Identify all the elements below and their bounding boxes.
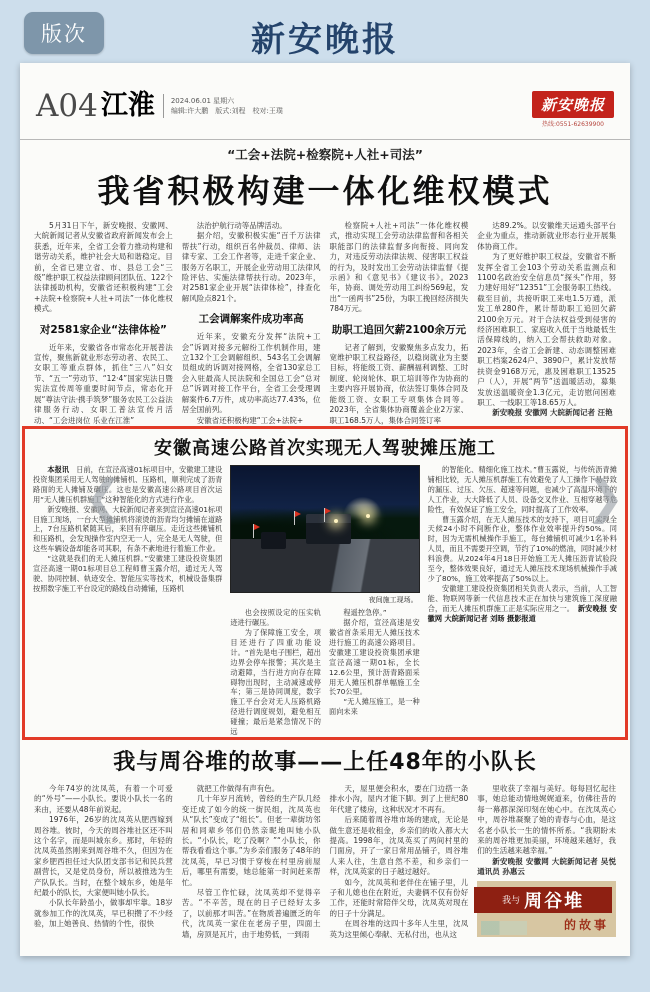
article-headline: 安徽高速公路首次实现无人驾驶摊压施工 (154, 438, 496, 459)
article-column (182, 784, 321, 948)
paragraph: 也会按照设定的压实轨迹进行碾压。 (230, 608, 321, 628)
paragraph: 后来随着周谷堆市场的建成，无论是做生意还是收租金，乡亲们的收入都大大提高。1998年，沈凤英买了两间村里的门面房，开了一家日常用品铺子，周谷堆人来人往，生意自然不差，和乡亲们一样，沈凤英家的日子越过越好。 (329, 815, 469, 877)
article-column (330, 221, 469, 439)
masthead-meta (163, 94, 283, 118)
story-series-stamp (477, 881, 616, 937)
night-construction-photo (230, 465, 419, 593)
paragraph: 在周谷堆的这四十多年人生里，沈凤英为这里倾心奉献、无私付出，也从这 (329, 919, 469, 939)
page-number: A04 (36, 88, 98, 124)
paper-logo-text: 新安晚报 (532, 91, 614, 118)
paragraph: “无人摊压施工，是一种面向未来 (329, 697, 420, 717)
paragraph: 安徽建工建设投资集团相关负责人表示，当前，人工智能、物联网等新一代信息技术正在加快与建筑施工深度融合，而无人摊压机群施工正是实际应用之一。 新安晚报 安徽网 大皖新闻记者 刘旸 摄影报道 (427, 583, 617, 623)
paragraph: 尽管工作忙碌，沈凤英却不觉得辛苦。“不辛苦，现在的日子已经好太多了，以前那才叫苦。”在物质普遍匮乏的年代，沈凤英一家住在老房子里，四面土墙，房顶是瓦片，由于地势低，一到雨 (181, 888, 321, 939)
paragraph: 达89.2%。以安徽维天运通头部平台企业为重点，推动新就业形态行业开展集体协商工作。 (477, 221, 616, 251)
edition-date: 2024.06.01 星期六 (170, 97, 235, 105)
sub-headline: 助职工追回欠薪2100余万元 (331, 323, 466, 336)
paver-machine (306, 514, 351, 544)
stamp-text-sub: 的故事 (563, 917, 609, 932)
paragraph: 本报讯 日前，在宣泾高速01标项目中，安徽建工建设投资集团采用无人驾驶的摊铺机、压路机，顺利完成了沥青路面的无人摊铺及碾压。这也是安徽高速公路项目首次运用“无人摊压机群施工”这种智能化的方式进行作业。 (33, 465, 223, 504)
paragraph: 5月31日下午，新安晚报、安徽网、大皖新闻记者从安徽省政府新闻发布会上获悉，近年来，全省工会着力推动构建和谐劳动关系，维护社会大局和谐稳定。目前，全省已建立省、市、县总工会“三级”维护职工权益法律顾问团队伍、122个法律援助机构，安徽省还积极构建“工会+法院+检察院+人社+司法”一体化维权模式。 (34, 221, 173, 314)
edition-credits: 编辑:许大鹏 版式:刘程 校对:王璞 (170, 107, 283, 115)
article-column (330, 784, 469, 948)
paragraph: 近年来，安徽省各市常态化开展普法宣传，聚焦新就业形态劳动者、农民工、女职工等重点群体，抓住“三八”妇女节、“五一”劳动节、“12·4”国家宪法日暨宪法宣传周等重要时间节点，常态化开展“尊法守法·携手筑梦”服务农民工公益法律服务行动、女职工普法宣传月活动、“工会进岗位 乐业在江淮” (34, 342, 173, 425)
stamp-text-small: 我与 (502, 896, 521, 907)
stamp-banner (474, 887, 612, 913)
paragraph: 程遥控急停。” (343, 608, 387, 618)
sub-headline: 工会调解案件成功率高 (198, 313, 304, 326)
article-headline: 我省积极构建一体化维权模式 (97, 172, 553, 210)
paragraph: 记者了解到，安徽聚焦多点发力，拓宽维护职工权益路径，以稳岗就业为主要目标，将能级工资、薪酬福利调整、工时制度、轮岗轮休、职工培训等作为协商的主要内容开展协商，依法签订集体合同及能级工资、女职工专项集体合同等。2023年，全省集体协商覆盖企业2万家、职工168.5万人，集体合同签订率 (329, 342, 469, 425)
prev-page-icon[interactable]: ❮ (84, 470, 123, 524)
paper-logo (532, 91, 614, 128)
paragraph: 如今，沈凤英和老伴住在铺子里，儿子和儿媳也住在附近，夫妻俩不仅有份好工作，还能时常陪伴父母，沈凤英对现在的日子十分满足。 (329, 877, 469, 918)
paragraph: 新安晚报、安徽网、大皖新闻记者来到宣泾高速01标项目施工现场，一台大型摊铺机将滚烫的沥青均匀摊铺在道路上，7台压路机紧随其后，来回有序碾压。走近这些摊铺机和压路机，会发现操作室内空无一人，完全是无人驾驶，但这些车辆设备却能各司其职，有条不紊地进行着施工作业。 (33, 504, 223, 554)
byline: 新安晚报 安徽网 大皖新闻记者 汪艳 (492, 408, 613, 418)
red-flag (254, 524, 260, 530)
paragraph: 近年来，安徽充分发挥“法院+工会”诉调对接多元解纷工作机制作用，建立132个工会调解组织、543名工会调解员组成的诉调对接网格，全省130家总工会入驻最高人民法院和全国总工会“总对总”诉调对接工作平台，全省工会受理调解案件6.7万件，成功率高达77.43%，位居全国前列。 (181, 332, 321, 415)
paragraph: 今年74岁的沈凤英，有着一个可爱的“外号”——小队长。要说小队长一名的来由，还要从48年前说起。 (34, 784, 173, 814)
masthead (36, 89, 614, 135)
stamp-text-large: 周谷堆 (524, 890, 585, 912)
red-flag (295, 511, 301, 517)
paragraph: 法治护航行动等品牌活动。 (196, 221, 287, 230)
article-headline: 我与周谷堆的故事——上任48年的小队长 (113, 750, 537, 775)
article-column (329, 608, 420, 737)
article-union-rights (34, 145, 616, 439)
article-column (34, 221, 173, 439)
paper-hotline: 热线:0551-62639900 (542, 121, 604, 128)
section-name: 江淮 (100, 90, 155, 121)
byline: 新安晚报 安徽网 大皖新闻记者 吴悦 通讯员 孙惠云 (477, 856, 616, 877)
paragraph: 里收获了幸福与美好。每每回忆起往事，她总能动情地娓娓道来，仿佛往昔的每一幕都深深印刻在她心中。在沈凤英心中，周谷堆凝聚了她的青春与心血，是这名老小队长一生的情怀所系。“我期盼未来的周谷堆更加美丽，环境越来越好，我们的生活越来越幸福。” (477, 784, 616, 856)
red-flag (325, 508, 331, 514)
article-column (33, 465, 222, 737)
article-column (477, 221, 616, 439)
paragraph: 几十年岁月流转，曾经的生产队几经变迁成了如今的统一街民组，沈凤英也从“队长”变成了“组长”。但老一辈街坊邻居和同辈乡邻们仍然亲昵地叫她小队长。“小队长，吃了没啊？”“小队长，你帮我看看这个事。”为乡亲们服务了48年的沈凤英，早已习惯于穿梭在村里房前屋后，哪里有需要，她总能第一时间赶来帮忙。 (181, 794, 321, 887)
asphalt-road (231, 539, 418, 592)
paragraph: 就把工作做得有声有色。 (196, 784, 280, 793)
paragraph: 安徽省还积极构建“工会+法院+ (196, 415, 304, 425)
paragraph: 为了更好维护职工权益，安徽省不断发挥全省工会103个劳动关系监测点和1100名政治安全信息员“探头”作用，努力建好用好“12351”工会服务职工热线。截至目前，共接听职工来电1.5万通，派发工单280件，累计帮助职工追回欠薪2100余万元。对于合法权益受到侵害的经济困难职工、家庭收入低于当地最低生活保障线的，纳入工会帮扶救助对象。2023年，全省工会新建、动态调整困难职工档案2624户、3890户，累计发放帮扶资金9168万元，惠及困难职工13525户（人），开展“两节”送温暖活动，募集发放送温暖资金1.3亿元，走访慰问困难职工、一线职工等18.65万人。 (477, 252, 616, 407)
article-column (34, 784, 173, 948)
paragraph: 的智能化、精细化施工技术。”曹玉露说，与传统沥青摊铺相比较，无人摊压机群施工有效避免了人工操作下易导致的漏压、过压、欠压、超速等问题，也减少了高温环境下的人工作业，大大降低了人员、设备交叉作业、互相穿越等危险性，有效保证了施工安全，同时提高了工作效率。 (427, 465, 617, 514)
paragraph: 为了保障施工安全，项目还进行了四重功能设计。“首先是电子围栏，超出边界会停车报警；其次是主动避障，当行进方向存在障碍物出现时，主动减速或停车；第三是协同调度，数字施工平台会对无人压路机路径进行调度规划，避免相互碰撞；最后是紧急情况下的远 (230, 628, 321, 737)
paragraph: 曹玉露介绍，在无人摊压技术的支持下，项目可实现全天候24小时不间断作业，整体作业效率提升约50%。同时，因为无需机械操作手施工，每台摊铺机可减少1名补料人员，而且不需要开空调，节约了10%的燃油，同时减少材料浪费。从2024年4月18日开始施工无人摊压沥青试验段至今，整体效果良好，通过无人摊压技术现场机械操作手减少了80%，施工效率提高了50%以上。 (427, 514, 617, 583)
paragraph: “这就是我们的无人摊压机群。”安徽建工建设投资集团宣泾高速一期01标项目总工程师曹玉露介绍，通过无人驾驶、协同控制、轨迹安全、智能压实等技术，机械设备集群按照数字施工平台设定的路线自动摊铺，压路机 (33, 554, 223, 593)
article-kicker: “工会+法院+检察院+人社+司法” (227, 147, 423, 162)
paragraph: 据介绍，安徽积极实施“百千万法律帮扶”行动，组织百名仲裁员、律师、法律专家、工会工作者等，走进千家企业、服务万名职工，开展企业劳动用工法律风险评估、实施法律帮扶行动。2023年，对2581家企业开展“法律体检”，排查化解风险点821个。 (181, 231, 321, 303)
masthead-divider (20, 139, 630, 140)
page-index-button[interactable]: 版次 (24, 12, 104, 54)
paragraph: 小队长年龄虽小，做事却牢靠。18岁就参加工作的沈凤英，早已积攒了不少经验，加上她善良、热情的个性，很快 (34, 898, 173, 929)
article-column (477, 784, 616, 948)
next-page-icon[interactable]: ❯ (586, 470, 625, 524)
photo-caption: 夜间施工现场。 (368, 596, 418, 605)
paragraph: 1976年，26岁的沈凤英从肥西嫁到周谷堆。彼时，今天的周谷堆社区还不叫这个名字，而是叫城东乡。那时，年轻的沈凤英虽然刚来到周谷堆不久，但因为在家乡肥西担任过大队团支部书记和民兵营副营长，又是党员身份，所以被推选为生产队队长。当时，在整个城东乡，她是年纪最小的队长，大家便叫她小队长。 (34, 815, 173, 898)
paragraph: 据介绍，宣泾高速是安徽省首条采用无人摊压技术进行施工的高速公路项目。安徽建工建设投资集团承建宣泾高速一期01标，全长12.6公里，预计沥青路面采用无人摊压机群单幅施工全长70公里。 (329, 618, 420, 697)
sub-headline: 对2581家企业“法律体检” (39, 323, 167, 336)
article-zhougudui-story (34, 745, 616, 948)
paragraph: 天，屋里便会积水，要在门边搭一条排水小沟，屋内才能下脚。到了上世纪80年代建了楼房，这种状况才不再有。 (329, 784, 469, 814)
byline: 新安晚报 安徽网 大皖新闻记者 刘旸 摄影报道 (427, 603, 617, 623)
app-title: 新安晚报 (251, 20, 399, 60)
roller-machine (261, 532, 285, 550)
article-column (182, 221, 321, 439)
article-column (230, 608, 321, 737)
paragraph: 检察院+人社+司法”一体化维权模式，推动实现工会劳动法律监督和各相关职能部门的法律监督多向衔接、同向发力，对违反劳动法律法规、侵害职工权益的行为，及时发出工会劳动法律监督《提示函》和《意见书》《建议书》。2023年，协商、调处劳动用工纠纷569起，发出“一函两书”25份，为职工挽回经济损失784万元。 (329, 221, 469, 314)
